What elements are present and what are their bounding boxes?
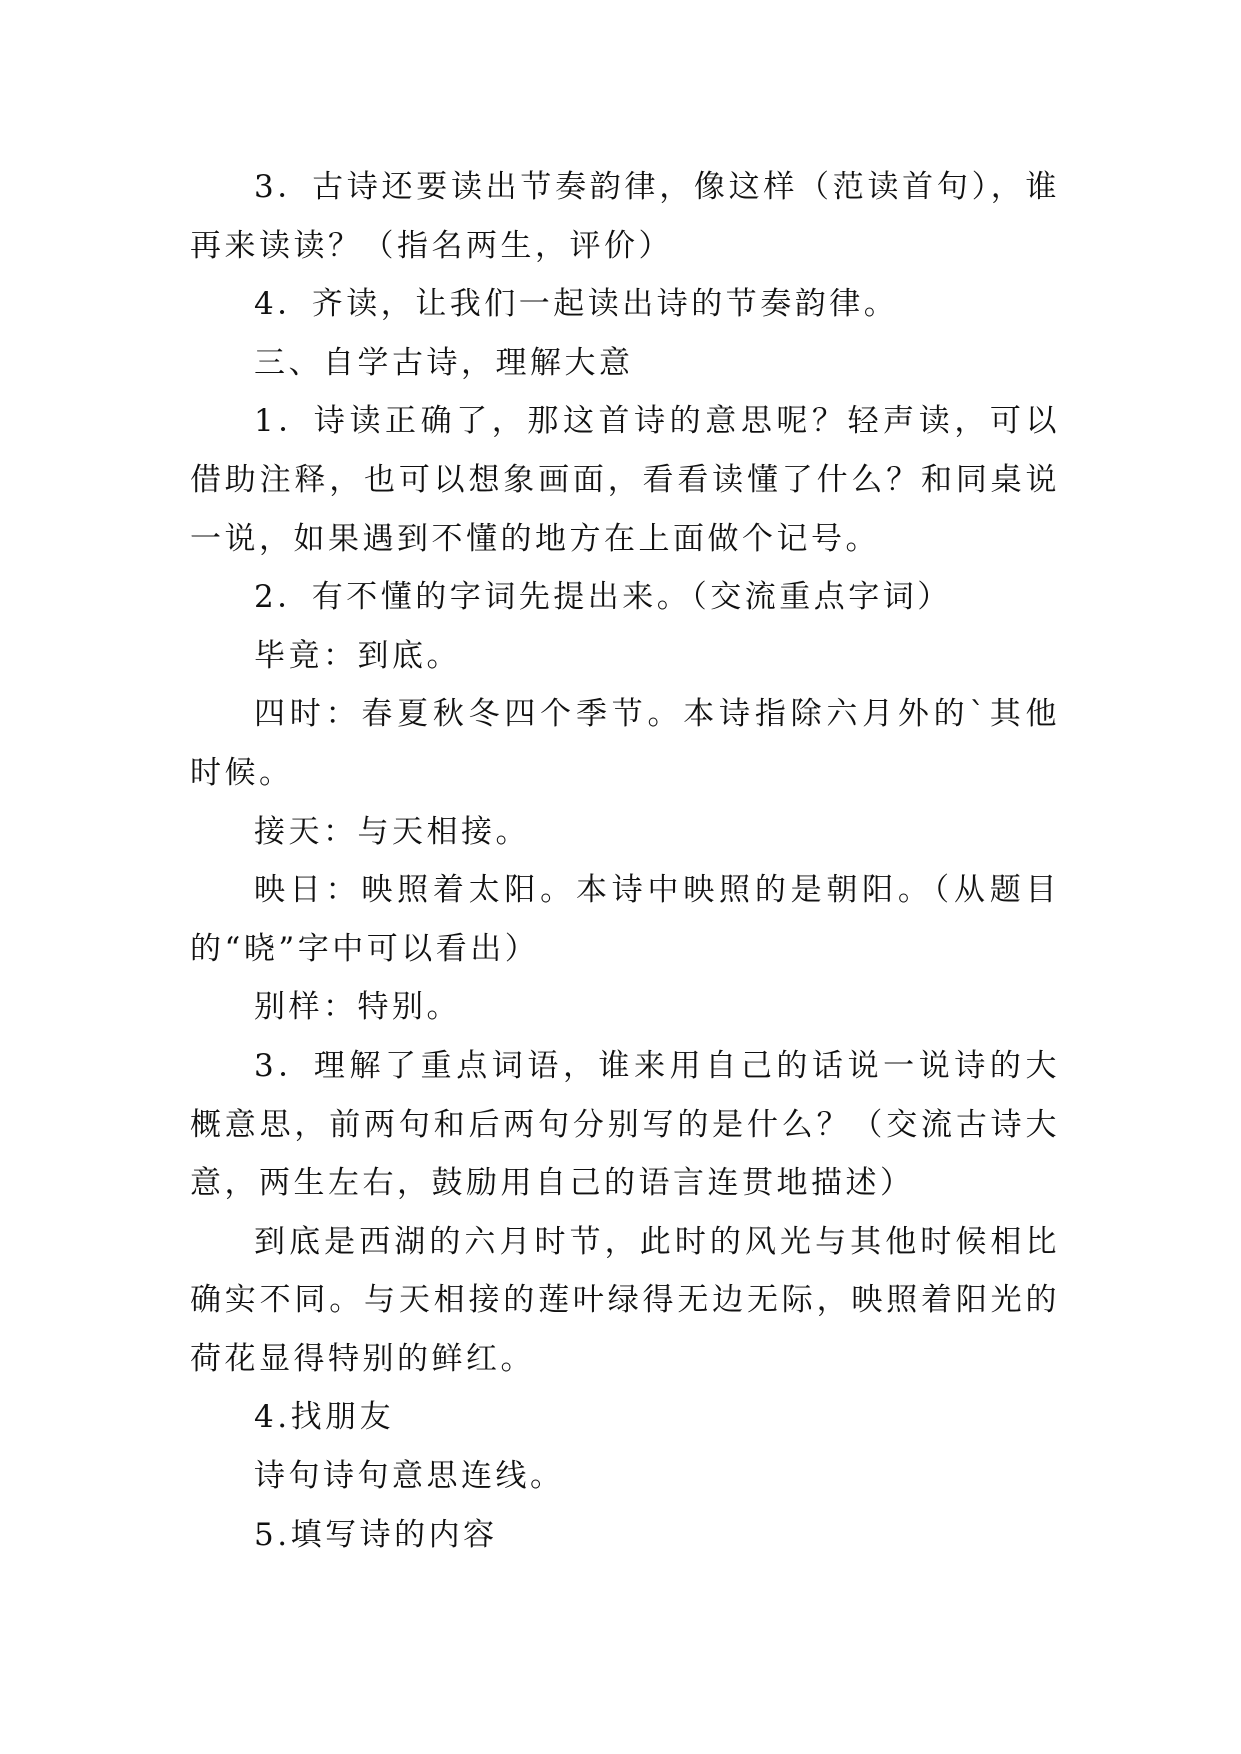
paragraph-read-rhythm: 3．古诗还要读出节奏韵律，像这样（范读首句），谁再来读读？（指名两生，评价） xyxy=(190,169,1060,264)
definition-jietian: 接天：与天相接。 xyxy=(254,813,530,850)
paragraph-match-lines: 诗句诗句意思连线。 xyxy=(254,1458,565,1495)
paragraph-poem-translation: 到底是西湖的六月时节，此时的风光与其他时候相比确实不同。与天相接的莲叶绿得无边无际，映照着阳光的荷花显得特别的鲜红。 xyxy=(190,1223,1060,1377)
definition-yingri: 映日：映照着太阳。本诗中映照的是朝阳。（从题目的“晓”字中可以看出） xyxy=(190,872,1060,967)
paragraph-read-together: 4．齐读，让我们一起读出诗的节奏韵律。 xyxy=(254,286,899,323)
definition-bieyang: 别样：特别。 xyxy=(254,989,461,1026)
paragraph-fill-content: 5.填写诗的内容 xyxy=(254,1516,498,1553)
document-page xyxy=(190,158,1060,1564)
paragraph-find-friends: 4.找朋友 xyxy=(254,1399,395,1436)
definition-sishi: 四时：春夏秋冬四个季节。本诗指除六月外的`其他时候。 xyxy=(190,696,1060,791)
paragraph-understand-meaning: 1．诗读正确了，那这首诗的意思呢？轻声读，可以借助注释，也可以想象画面，看看读懂了什么？和同桌说一说，如果遇到不懂的地方在上面做个记号。 xyxy=(190,403,1060,557)
section-heading-self-study: 三、自学古诗，理解大意 xyxy=(254,344,634,381)
definition-bijing: 毕竟：到底。 xyxy=(254,637,461,674)
paragraph-summarize-meaning: 3．理解了重点词语，谁来用自己的话说一说诗的大概意思，前两句和后两句分别写的是什么？（交流古诗大意，两生左右，鼓励用自己的语言连贯地描述） xyxy=(190,1047,1060,1202)
paragraph-key-words: 2．有不懂的字词先提出来。（交流重点字词） xyxy=(254,579,952,616)
